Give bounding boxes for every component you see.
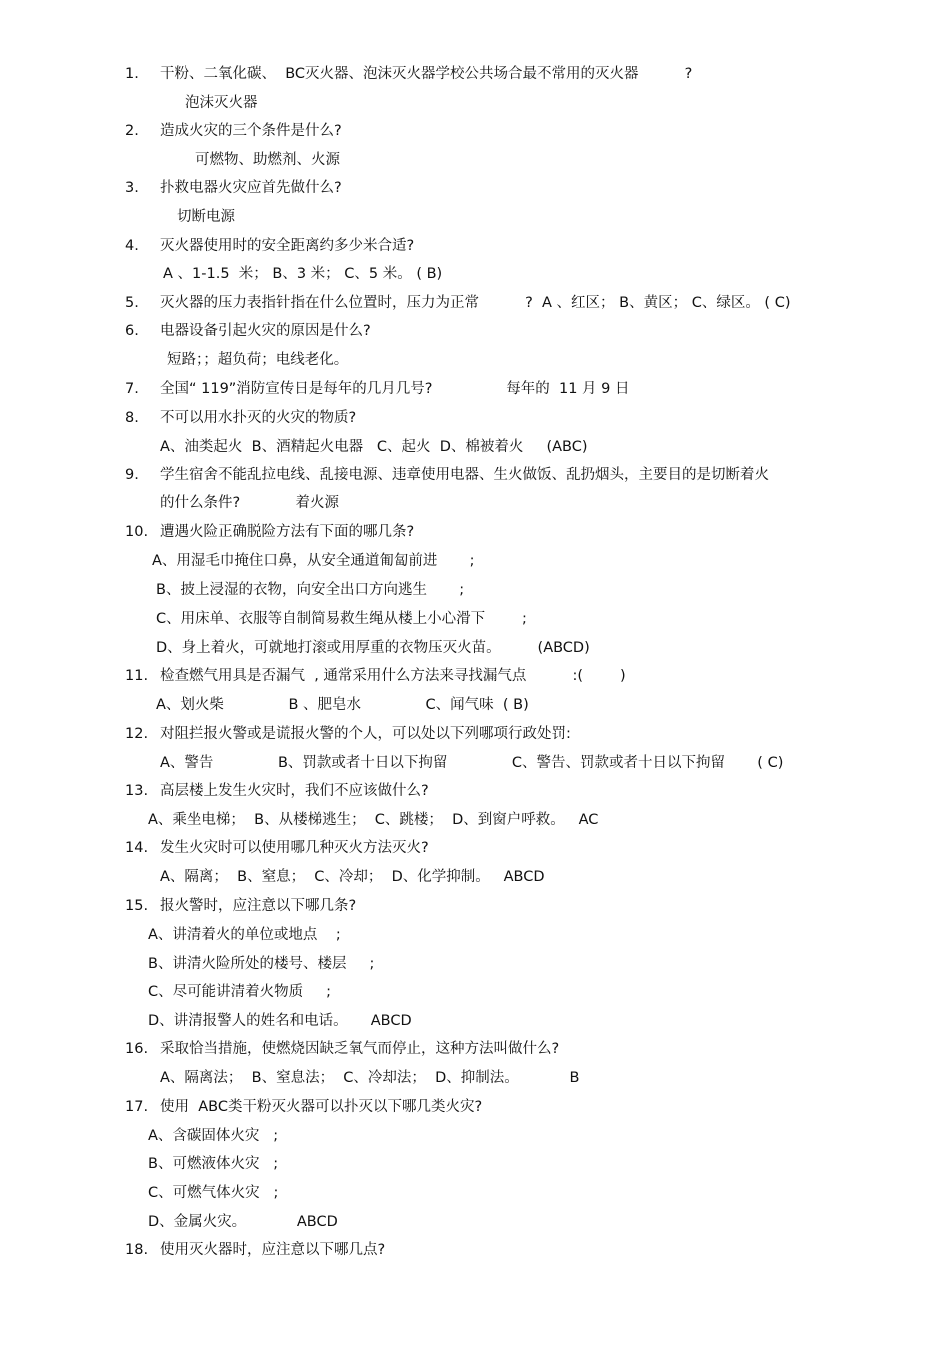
question-text: 报火警时，应注意以下哪几条? — [160, 898, 357, 914]
question-text: 电器设备引起火灾的原因是什么? — [160, 323, 371, 339]
answer-option: B、讲清火险所处的楼号、楼层 ; — [148, 956, 375, 972]
question-text: 采取恰当措施，使燃烧因缺乏氧气而停止，这种方法叫做什么? — [160, 1041, 560, 1057]
answer-option: A、用湿毛巾掩住口鼻，从安全通道匍匐前进 ; — [152, 553, 475, 569]
question-text: 全国“ 119”消防宣传日是每年的几月几号? 每年的 11 月 9 日 — [160, 381, 630, 397]
question-text: 检查燃气用具是否漏气 , 通常采用什么方法来寻找漏气点 :( ) — [160, 668, 626, 684]
answer-option: D、讲清报警人的姓名和电话。 ABCD — [148, 1013, 412, 1029]
question-number: 9. — [125, 467, 139, 483]
question-number: 10. — [125, 524, 149, 540]
question-text: 遭遇火险正确脱险方法有下面的哪几条? — [160, 524, 415, 540]
question-number: 15. — [125, 898, 149, 914]
question-number: 12. — [125, 726, 149, 742]
answer-text: 切断电源 — [177, 209, 235, 225]
answer-option: A、讲清着火的单位或地点 ; — [148, 927, 341, 943]
answer-option: C、尽可能讲清着火物质 ; — [148, 984, 332, 1000]
question-text-continued: 的什么条件? 着火源 — [160, 495, 340, 511]
question-number: 11. — [125, 668, 149, 684]
question-text: 高层楼上发生火灾时，我们不应该做什么? — [160, 783, 429, 799]
answer-options: A、隔离； B、窒息； C、冷却； D、化学抑制。 ABCD — [160, 869, 545, 885]
question-number: 7. — [125, 381, 139, 397]
question-number: 17. — [125, 1099, 149, 1115]
answer-options: A、油类起火 B、酒精起火电器 C、起火 D、棉被着火 (ABC) — [160, 439, 588, 455]
question-number: 1. — [125, 66, 139, 82]
answer-option: A、含碳固体火灾 ; — [148, 1128, 279, 1144]
question-text: 使用 ABC类干粉灭火器可以扑灭以下哪几类火灾? — [160, 1099, 483, 1115]
question-text: 使用灭火器时，应注意以下哪几点? — [160, 1242, 386, 1258]
answer-text: 可燃物、助燃剂、火源 — [195, 152, 340, 168]
question-number: 5. — [125, 295, 139, 311]
question-number: 3. — [125, 180, 139, 196]
question-number: 4. — [125, 238, 139, 254]
answer-text: 短路；；超负荷；电线老化。 — [167, 352, 349, 368]
question-number: 18. — [125, 1242, 149, 1258]
question-text: 灭火器的压力表指针指在什么位置时，压力为正常 ? A 、红区； B、黄区； C、绿区。 ( C) — [160, 295, 791, 311]
question-text: 学生宿舍不能乱拉电线、乱接电源、违章使用电器、生火做饭、乱扔烟头，主要目的是切断着火 — [160, 467, 769, 483]
answer-option: B、披上浸湿的衣物，向安全出口方向逃生 ; — [156, 582, 465, 598]
question-number: 8. — [125, 410, 139, 426]
question-text: 干粉、二氧化碳、 BC灭火器、泡沫灭火器学校公共场合最不常用的灭火器 ? — [160, 66, 693, 82]
question-number: 13. — [125, 783, 149, 799]
question-text: 发生火灾时可以使用哪几种灭火方法灭火? — [160, 840, 429, 856]
answer-text: 泡沫灭火器 — [185, 95, 258, 111]
question-text: 扑救电器火灾应首先做什么? — [160, 180, 342, 196]
question-text: 造成火灾的三个条件是什么? — [160, 123, 342, 139]
answer-option: D、身上着火，可就地打滚或用厚重的衣物压灭火苗。 (ABCD) — [156, 640, 590, 656]
question-text: 对阻拦报火警或是谎报火警的个人，可以处以下列哪项行政处罚: — [160, 726, 571, 742]
answer-option: D、金属火灾。 ABCD — [148, 1214, 338, 1230]
question-number: 14. — [125, 840, 149, 856]
answer-option: C、用床单、衣服等自制简易救生绳从楼上小心滑下 ; — [156, 611, 527, 627]
answer-options: A、隔离法； B、窒息法； C、冷却法； D、抑制法。 B — [160, 1070, 580, 1086]
answer-options: A、警告 B、罚款或者十日以下拘留 C、警告、罚款或者十日以下拘留 ( C) — [160, 755, 784, 771]
question-number: 2. — [125, 123, 139, 139]
question-text: 灭火器使用时的安全距离约多少米合适? — [160, 238, 415, 254]
answer-option: C、可燃气体火灾 ; — [148, 1185, 279, 1201]
answer-option: B、可燃液体火灾 ; — [148, 1156, 279, 1172]
question-number: 6. — [125, 323, 139, 339]
answer-options: A 、1-1.5 米； B、3 米； C、5 米。 ( B) — [163, 266, 443, 282]
question-text: 不可以用水扑灭的火灾的物质? — [160, 410, 357, 426]
answer-options: A、乘坐电梯； B、从楼梯逃生； C、跳楼； D、到窗户呼救。 AC — [148, 812, 599, 828]
question-number: 16. — [125, 1041, 149, 1057]
answer-options: A、划火柴 B 、肥皂水 C、闻气味 ( B) — [156, 697, 529, 713]
